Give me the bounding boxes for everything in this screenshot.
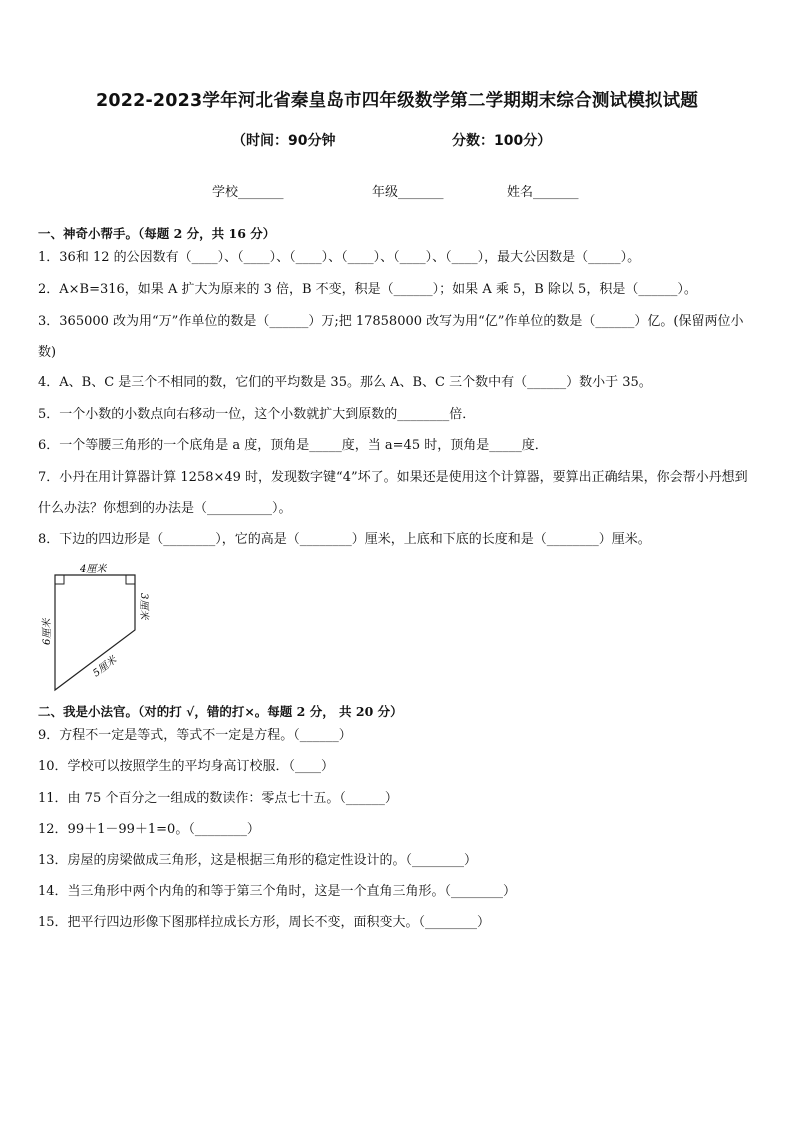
school-field: 学校_______ bbox=[212, 185, 284, 200]
time-label: （时间：90分钟 bbox=[232, 133, 336, 149]
question-14: 14．当三角形中两个内角的和等于第三个角时，这是一个直角三角形。（________） bbox=[38, 884, 517, 899]
question-15: 15．把平行四边形像下图那样拉成长方形，周长不变，面积变大。（________） bbox=[38, 915, 491, 930]
question-9: 9．方程不一定是等式，等式不一定是方程。（______） bbox=[38, 728, 352, 743]
right-side-label: 3厘米 bbox=[138, 593, 149, 620]
right-angle-mark-left bbox=[55, 575, 64, 584]
question-1: 1．36和 12 的公因数有（____）、（____）、（____）、（____）、（____）、（____），最大公因数是（_____）。 bbox=[38, 250, 641, 265]
name-field: 姓名_______ bbox=[507, 185, 579, 200]
section-1-title: 一、神奇小帮手。（每题 2 分，共 16 分） bbox=[38, 226, 276, 241]
question-13: 13．房屋的房梁做成三角形，这是根据三角形的稳定性设计的。（________） bbox=[38, 853, 478, 868]
question-2: 2．A×B=316，如果 A 扩大为原来的 3 倍，B 不变，积是（______）；如果 A 乘 5，B 除以 5，积是（______）。 bbox=[38, 282, 697, 297]
question-12: 12．99＋1－99＋1=0。（________） bbox=[38, 822, 260, 837]
score-label: 分数：100分） bbox=[452, 133, 552, 149]
question-3: 3．365000 改为用“万”作单位的数是（______）万;把 17858000 改写为用“亿”作单位的数是（______）亿。(保留两位小数) bbox=[38, 314, 744, 360]
top-side-label: 4厘米 bbox=[80, 564, 107, 575]
question-6: 6．一个等腰三角形的一个底角是 a 度，顶角是_____度，当 a=45 时，顶角是_____度． bbox=[38, 438, 548, 453]
question-8: 8．下边的四边形是（________），它的高是（________）厘米，上底和下底的长度和是（________）厘米。 bbox=[38, 532, 651, 547]
left-side-label: 6厘米 bbox=[42, 618, 53, 645]
question-10: 10．学校可以按照学生的平均身高订校服．（____） bbox=[38, 759, 335, 774]
question-11: 11．由 75 个百分之一组成的数读作：零点七十五。（______） bbox=[38, 791, 398, 806]
slant-side-label: 5厘米 bbox=[91, 654, 119, 680]
exam-title: 2022-2023学年河北省秦皇岛市四年级数学第二学期期末综合测试模拟试题 bbox=[95, 91, 699, 111]
trapezoid-figure bbox=[38, 560, 168, 695]
question-7: 7．小丹在用计算器计算 1258×49 时，发现数字键“4”坏了。如果还是使用这个计算器，要算出正确结果，你会帮小丹想到什么办法？你想到的办法是（__________）。 bbox=[38, 470, 748, 516]
question-4: 4．A、B、C 是三个不相同的数，它们的平均数是 35。那么 A、B、C 三个数中有（______）数小于 35。 bbox=[38, 375, 652, 390]
right-angle-mark-right bbox=[126, 575, 135, 584]
grade-field: 年级_______ bbox=[372, 185, 444, 200]
question-5: 5．一个小数的小数点向右移动一位，这个小数就扩大到原数的________倍． bbox=[38, 407, 476, 422]
section-2-title: 二、我是小法官。（对的打 √，错的打×。每题 2 分， 共 20 分） bbox=[38, 704, 403, 719]
